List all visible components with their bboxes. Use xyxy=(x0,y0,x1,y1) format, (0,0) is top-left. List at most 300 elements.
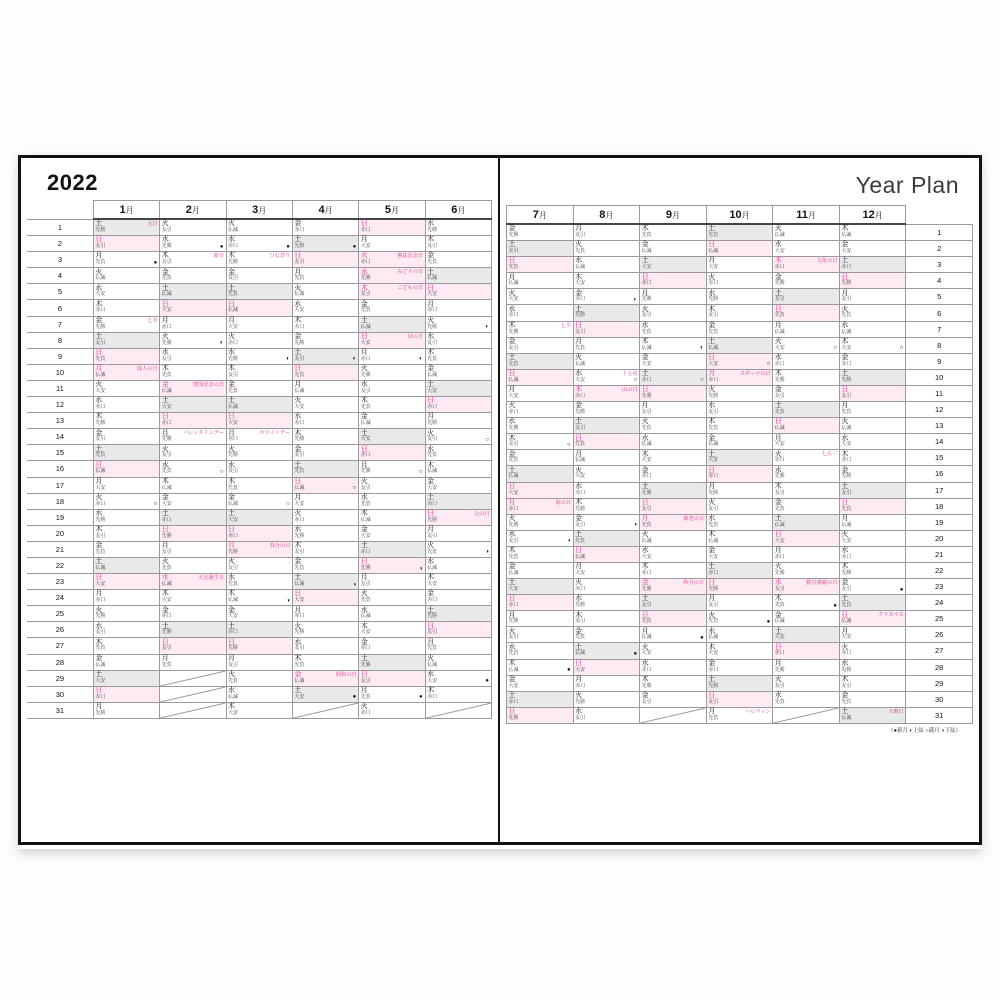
day-cell[interactable] xyxy=(773,611,840,627)
day-cell[interactable] xyxy=(160,557,226,573)
day-cell[interactable] xyxy=(160,332,226,348)
day-cell[interactable] xyxy=(292,477,358,493)
day-cell[interactable] xyxy=(226,557,292,573)
day-cell[interactable] xyxy=(706,257,773,273)
day-cell[interactable] xyxy=(839,643,906,659)
day-cell[interactable] xyxy=(507,691,574,707)
day-cell[interactable] xyxy=(359,284,425,300)
day-cell[interactable] xyxy=(839,241,906,257)
day-cell[interactable] xyxy=(226,219,292,236)
day-cell[interactable] xyxy=(773,579,840,595)
day-cell[interactable] xyxy=(507,369,574,385)
day-cell[interactable] xyxy=(706,482,773,498)
day-cell[interactable] xyxy=(839,611,906,627)
day-cell[interactable] xyxy=(359,348,425,364)
day-cell[interactable] xyxy=(773,273,840,289)
day-cell[interactable] xyxy=(425,429,491,445)
day-cell[interactable] xyxy=(573,369,640,385)
day-cell[interactable] xyxy=(425,380,491,396)
day-cell[interactable] xyxy=(706,289,773,305)
day-cell[interactable] xyxy=(640,402,707,418)
day-cell[interactable] xyxy=(160,606,226,622)
day-cell[interactable] xyxy=(640,498,707,514)
day-cell[interactable] xyxy=(359,268,425,284)
day-cell[interactable] xyxy=(573,305,640,321)
day-cell[interactable] xyxy=(160,268,226,284)
day-cell[interactable] xyxy=(292,332,358,348)
day-cell[interactable] xyxy=(359,541,425,557)
day-cell[interactable] xyxy=(773,418,840,434)
day-cell[interactable] xyxy=(93,509,159,525)
day-cell[interactable] xyxy=(507,659,574,675)
day-cell[interactable] xyxy=(93,477,159,493)
day-cell[interactable] xyxy=(507,498,574,514)
day-cell[interactable] xyxy=(292,380,358,396)
day-cell[interactable] xyxy=(226,654,292,670)
day-cell[interactable] xyxy=(773,224,840,241)
day-cell[interactable] xyxy=(640,321,707,337)
day-cell[interactable] xyxy=(425,525,491,541)
day-cell[interactable] xyxy=(359,557,425,573)
day-cell[interactable] xyxy=(507,579,574,595)
day-cell[interactable] xyxy=(292,252,358,268)
day-cell[interactable] xyxy=(359,380,425,396)
day-cell[interactable] xyxy=(425,574,491,590)
day-cell[interactable] xyxy=(425,236,491,252)
day-cell[interactable] xyxy=(425,348,491,364)
day-cell[interactable] xyxy=(640,514,707,530)
day-cell[interactable] xyxy=(93,606,159,622)
day-cell[interactable] xyxy=(292,397,358,413)
day-cell[interactable] xyxy=(640,466,707,482)
day-cell[interactable] xyxy=(640,579,707,595)
day-cell[interactable] xyxy=(507,707,574,723)
day-cell[interactable] xyxy=(773,369,840,385)
day-cell[interactable] xyxy=(507,337,574,353)
day-cell[interactable] xyxy=(706,321,773,337)
day-cell[interactable] xyxy=(507,562,574,578)
day-cell[interactable] xyxy=(640,627,707,643)
day-cell[interactable] xyxy=(226,461,292,477)
day-cell[interactable] xyxy=(160,284,226,300)
day-cell[interactable] xyxy=(773,675,840,691)
day-cell[interactable] xyxy=(292,284,358,300)
day-cell[interactable] xyxy=(640,337,707,353)
day-cell[interactable] xyxy=(93,670,159,686)
day-cell[interactable] xyxy=(773,482,840,498)
day-cell[interactable] xyxy=(573,595,640,611)
day-cell[interactable] xyxy=(507,482,574,498)
day-cell[interactable] xyxy=(226,284,292,300)
day-cell[interactable] xyxy=(359,702,425,718)
day-cell[interactable] xyxy=(226,252,292,268)
day-cell[interactable] xyxy=(839,321,906,337)
day-cell[interactable] xyxy=(359,509,425,525)
day-cell[interactable] xyxy=(706,707,773,723)
day-cell[interactable] xyxy=(359,477,425,493)
day-cell[interactable] xyxy=(160,364,226,380)
day-cell[interactable] xyxy=(706,369,773,385)
day-cell[interactable] xyxy=(773,434,840,450)
day-cell[interactable] xyxy=(839,289,906,305)
day-cell[interactable] xyxy=(839,273,906,289)
day-cell[interactable] xyxy=(226,348,292,364)
day-cell[interactable] xyxy=(640,659,707,675)
day-cell[interactable] xyxy=(640,434,707,450)
day-cell[interactable] xyxy=(359,413,425,429)
day-cell[interactable] xyxy=(425,364,491,380)
day-cell[interactable] xyxy=(93,332,159,348)
day-cell[interactable] xyxy=(425,300,491,316)
day-cell[interactable] xyxy=(160,477,226,493)
day-cell[interactable] xyxy=(839,691,906,707)
day-cell[interactable] xyxy=(226,445,292,461)
day-cell[interactable] xyxy=(292,574,358,590)
day-cell[interactable] xyxy=(160,445,226,461)
day-cell[interactable] xyxy=(93,590,159,606)
day-cell[interactable] xyxy=(507,595,574,611)
day-cell[interactable] xyxy=(93,525,159,541)
day-cell[interactable] xyxy=(292,413,358,429)
day-cell[interactable] xyxy=(773,321,840,337)
day-cell[interactable] xyxy=(425,445,491,461)
day-cell[interactable] xyxy=(359,332,425,348)
day-cell[interactable] xyxy=(773,659,840,675)
day-cell[interactable] xyxy=(640,482,707,498)
day-cell[interactable] xyxy=(706,691,773,707)
day-cell[interactable] xyxy=(425,316,491,332)
day-cell[interactable] xyxy=(425,541,491,557)
day-cell[interactable] xyxy=(93,445,159,461)
day-cell[interactable] xyxy=(706,466,773,482)
day-cell[interactable] xyxy=(93,541,159,557)
day-cell[interactable] xyxy=(93,364,159,380)
day-cell[interactable] xyxy=(425,284,491,300)
day-cell[interactable] xyxy=(160,219,226,236)
day-cell[interactable] xyxy=(292,686,358,702)
day-cell[interactable] xyxy=(359,429,425,445)
day-cell[interactable] xyxy=(93,219,159,236)
day-cell[interactable] xyxy=(359,316,425,332)
day-cell[interactable] xyxy=(292,622,358,638)
day-cell[interactable] xyxy=(359,525,425,541)
day-cell[interactable] xyxy=(706,434,773,450)
day-cell[interactable] xyxy=(507,224,574,241)
day-cell[interactable] xyxy=(640,546,707,562)
day-cell[interactable] xyxy=(573,659,640,675)
day-cell[interactable] xyxy=(573,257,640,273)
day-cell[interactable] xyxy=(93,413,159,429)
day-cell[interactable] xyxy=(507,418,574,434)
day-cell[interactable] xyxy=(573,434,640,450)
day-cell[interactable] xyxy=(359,670,425,686)
day-cell[interactable] xyxy=(160,380,226,396)
day-cell[interactable] xyxy=(839,675,906,691)
day-cell[interactable] xyxy=(359,493,425,509)
day-cell[interactable] xyxy=(425,252,491,268)
day-cell[interactable] xyxy=(640,611,707,627)
day-cell[interactable] xyxy=(160,638,226,654)
day-cell[interactable] xyxy=(640,241,707,257)
day-cell[interactable] xyxy=(706,514,773,530)
day-cell[interactable] xyxy=(706,385,773,401)
day-cell[interactable] xyxy=(573,353,640,369)
day-cell[interactable] xyxy=(507,273,574,289)
day-cell[interactable] xyxy=(573,691,640,707)
day-cell[interactable] xyxy=(773,546,840,562)
day-cell[interactable] xyxy=(706,611,773,627)
day-cell[interactable] xyxy=(425,332,491,348)
day-cell[interactable] xyxy=(640,273,707,289)
day-cell[interactable] xyxy=(640,562,707,578)
day-cell[interactable] xyxy=(160,509,226,525)
day-cell[interactable] xyxy=(839,514,906,530)
day-cell[interactable] xyxy=(706,273,773,289)
day-cell[interactable] xyxy=(160,461,226,477)
day-cell[interactable] xyxy=(93,461,159,477)
day-cell[interactable] xyxy=(292,348,358,364)
day-cell[interactable] xyxy=(706,675,773,691)
day-cell[interactable] xyxy=(160,574,226,590)
day-cell[interactable] xyxy=(507,321,574,337)
day-cell[interactable] xyxy=(773,466,840,482)
day-cell[interactable] xyxy=(706,595,773,611)
day-cell[interactable] xyxy=(573,611,640,627)
day-cell[interactable] xyxy=(839,659,906,675)
day-cell[interactable] xyxy=(425,219,491,236)
day-cell[interactable] xyxy=(226,541,292,557)
day-cell[interactable] xyxy=(292,541,358,557)
day-cell[interactable] xyxy=(573,643,640,659)
day-cell[interactable] xyxy=(292,509,358,525)
day-cell[interactable] xyxy=(425,590,491,606)
day-cell[interactable] xyxy=(839,434,906,450)
day-cell[interactable] xyxy=(573,562,640,578)
day-cell[interactable] xyxy=(226,236,292,252)
day-cell[interactable] xyxy=(573,627,640,643)
day-cell[interactable] xyxy=(706,450,773,466)
day-cell[interactable] xyxy=(773,385,840,401)
day-cell[interactable] xyxy=(226,686,292,702)
day-cell[interactable] xyxy=(839,353,906,369)
day-cell[interactable] xyxy=(706,643,773,659)
day-cell[interactable] xyxy=(573,498,640,514)
day-cell[interactable] xyxy=(292,606,358,622)
day-cell[interactable] xyxy=(773,530,840,546)
day-cell[interactable] xyxy=(573,273,640,289)
day-cell[interactable] xyxy=(640,224,707,241)
day-cell[interactable] xyxy=(359,236,425,252)
day-cell[interactable] xyxy=(93,236,159,252)
day-cell[interactable] xyxy=(226,493,292,509)
day-cell[interactable] xyxy=(359,219,425,236)
day-cell[interactable] xyxy=(507,385,574,401)
day-cell[interactable] xyxy=(507,289,574,305)
day-cell[interactable] xyxy=(507,402,574,418)
day-cell[interactable] xyxy=(93,557,159,573)
day-cell[interactable] xyxy=(773,514,840,530)
day-cell[interactable] xyxy=(226,413,292,429)
day-cell[interactable] xyxy=(773,691,840,707)
day-cell[interactable] xyxy=(93,252,159,268)
day-cell[interactable] xyxy=(573,418,640,434)
day-cell[interactable] xyxy=(226,574,292,590)
day-cell[interactable] xyxy=(507,305,574,321)
day-cell[interactable] xyxy=(93,654,159,670)
day-cell[interactable] xyxy=(839,498,906,514)
day-cell[interactable] xyxy=(160,429,226,445)
day-cell[interactable] xyxy=(160,541,226,557)
day-cell[interactable] xyxy=(292,638,358,654)
day-cell[interactable] xyxy=(292,219,358,236)
day-cell[interactable] xyxy=(425,654,491,670)
day-cell[interactable] xyxy=(640,385,707,401)
day-cell[interactable] xyxy=(573,402,640,418)
day-cell[interactable] xyxy=(640,257,707,273)
day-cell[interactable] xyxy=(226,477,292,493)
day-cell[interactable] xyxy=(573,579,640,595)
day-cell[interactable] xyxy=(640,450,707,466)
day-cell[interactable] xyxy=(839,418,906,434)
day-cell[interactable] xyxy=(706,546,773,562)
day-cell[interactable] xyxy=(839,595,906,611)
day-cell[interactable] xyxy=(425,477,491,493)
day-cell[interactable] xyxy=(359,654,425,670)
day-cell[interactable] xyxy=(160,525,226,541)
day-cell[interactable] xyxy=(839,369,906,385)
day-cell[interactable] xyxy=(773,498,840,514)
day-cell[interactable] xyxy=(160,413,226,429)
day-cell[interactable] xyxy=(425,622,491,638)
day-cell[interactable] xyxy=(359,300,425,316)
day-cell[interactable] xyxy=(226,638,292,654)
day-cell[interactable] xyxy=(292,429,358,445)
day-cell[interactable] xyxy=(706,402,773,418)
day-cell[interactable] xyxy=(226,429,292,445)
day-cell[interactable] xyxy=(839,257,906,273)
day-cell[interactable] xyxy=(839,402,906,418)
day-cell[interactable] xyxy=(640,530,707,546)
day-cell[interactable] xyxy=(93,638,159,654)
day-cell[interactable] xyxy=(839,337,906,353)
day-cell[interactable] xyxy=(425,461,491,477)
day-cell[interactable] xyxy=(226,268,292,284)
day-cell[interactable] xyxy=(292,557,358,573)
day-cell[interactable] xyxy=(359,445,425,461)
day-cell[interactable] xyxy=(160,252,226,268)
day-cell[interactable] xyxy=(773,241,840,257)
day-cell[interactable] xyxy=(93,493,159,509)
day-cell[interactable] xyxy=(160,397,226,413)
day-cell[interactable] xyxy=(706,224,773,241)
day-cell[interactable] xyxy=(425,413,491,429)
day-cell[interactable] xyxy=(773,402,840,418)
day-cell[interactable] xyxy=(507,530,574,546)
day-cell[interactable] xyxy=(706,353,773,369)
day-cell[interactable] xyxy=(839,707,906,723)
day-cell[interactable] xyxy=(640,305,707,321)
day-cell[interactable] xyxy=(773,627,840,643)
day-cell[interactable] xyxy=(706,418,773,434)
day-cell[interactable] xyxy=(425,509,491,525)
day-cell[interactable] xyxy=(706,305,773,321)
day-cell[interactable] xyxy=(706,562,773,578)
day-cell[interactable] xyxy=(507,434,574,450)
day-cell[interactable] xyxy=(226,525,292,541)
day-cell[interactable] xyxy=(93,284,159,300)
day-cell[interactable] xyxy=(640,691,707,707)
day-cell[interactable] xyxy=(93,429,159,445)
day-cell[interactable] xyxy=(359,461,425,477)
day-cell[interactable] xyxy=(226,380,292,396)
day-cell[interactable] xyxy=(93,316,159,332)
day-cell[interactable] xyxy=(640,289,707,305)
day-cell[interactable] xyxy=(507,353,574,369)
day-cell[interactable] xyxy=(425,686,491,702)
day-cell[interactable] xyxy=(573,385,640,401)
day-cell[interactable] xyxy=(573,514,640,530)
day-cell[interactable] xyxy=(839,579,906,595)
day-cell[interactable] xyxy=(640,595,707,611)
day-cell[interactable] xyxy=(839,530,906,546)
day-cell[interactable] xyxy=(425,397,491,413)
day-cell[interactable] xyxy=(573,337,640,353)
day-cell[interactable] xyxy=(706,498,773,514)
day-cell[interactable] xyxy=(292,525,358,541)
day-cell[interactable] xyxy=(507,241,574,257)
day-cell[interactable] xyxy=(507,450,574,466)
day-cell[interactable] xyxy=(507,466,574,482)
day-cell[interactable] xyxy=(839,466,906,482)
day-cell[interactable] xyxy=(292,590,358,606)
day-cell[interactable] xyxy=(359,252,425,268)
day-cell[interactable] xyxy=(160,316,226,332)
day-cell[interactable] xyxy=(292,300,358,316)
day-cell[interactable] xyxy=(359,397,425,413)
day-cell[interactable] xyxy=(640,675,707,691)
day-cell[interactable] xyxy=(226,397,292,413)
day-cell[interactable] xyxy=(93,702,159,718)
day-cell[interactable] xyxy=(773,643,840,659)
day-cell[interactable] xyxy=(640,353,707,369)
day-cell[interactable] xyxy=(226,670,292,686)
day-cell[interactable] xyxy=(226,364,292,380)
day-cell[interactable] xyxy=(359,686,425,702)
day-cell[interactable] xyxy=(425,638,491,654)
day-cell[interactable] xyxy=(292,670,358,686)
day-cell[interactable] xyxy=(160,493,226,509)
day-cell[interactable] xyxy=(226,509,292,525)
day-cell[interactable] xyxy=(292,364,358,380)
day-cell[interactable] xyxy=(839,562,906,578)
day-cell[interactable] xyxy=(706,530,773,546)
day-cell[interactable] xyxy=(706,241,773,257)
day-cell[interactable] xyxy=(507,675,574,691)
day-cell[interactable] xyxy=(359,364,425,380)
day-cell[interactable] xyxy=(773,289,840,305)
day-cell[interactable] xyxy=(573,546,640,562)
day-cell[interactable] xyxy=(573,466,640,482)
day-cell[interactable] xyxy=(226,606,292,622)
day-cell[interactable] xyxy=(292,461,358,477)
day-cell[interactable] xyxy=(507,257,574,273)
day-cell[interactable] xyxy=(292,236,358,252)
day-cell[interactable] xyxy=(425,670,491,686)
day-cell[interactable] xyxy=(839,305,906,321)
day-cell[interactable] xyxy=(773,305,840,321)
day-cell[interactable] xyxy=(773,562,840,578)
day-cell[interactable] xyxy=(160,348,226,364)
